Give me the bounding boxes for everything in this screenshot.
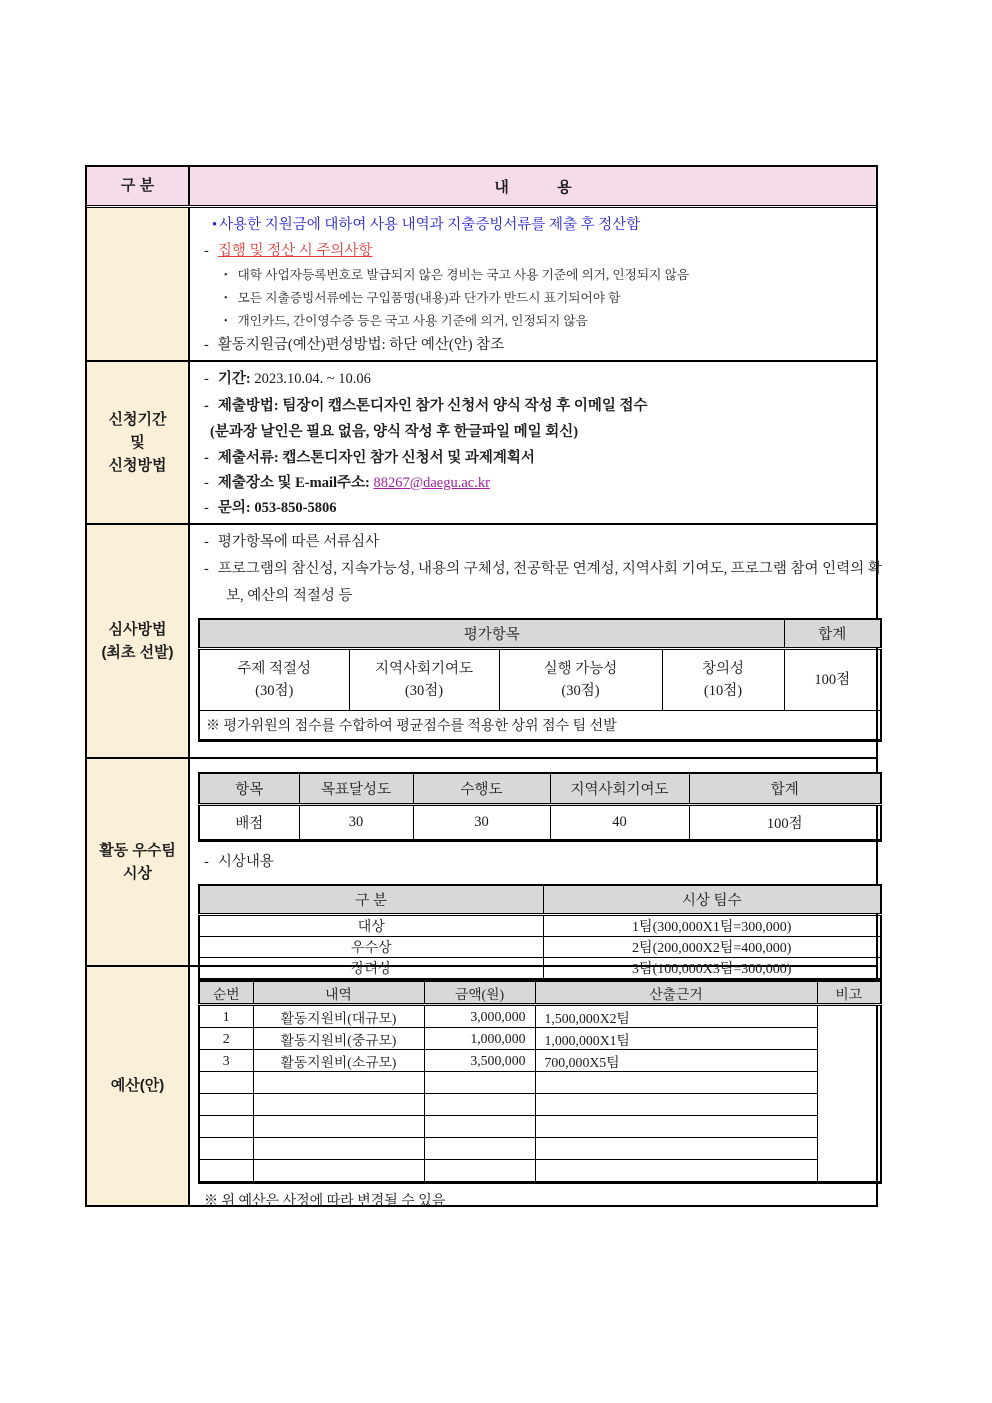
score-cell: 100점: [689, 805, 881, 841]
budget-no: 1: [199, 1005, 253, 1028]
label-line: 신청방법: [108, 457, 167, 475]
award-detail: 1팀(300,000X1팀=300,000): [543, 914, 881, 936]
award-table-header-row: [199, 885, 881, 915]
period-value: 2023.10.04. ~ 10.06: [254, 371, 371, 387]
award-header-category: 구 분: [199, 885, 543, 915]
evaluation-table: [198, 618, 882, 742]
award-name: 우수상: [199, 936, 543, 957]
dash-icon: -: [204, 337, 209, 353]
evaluation-header-items: 평가항목: [199, 619, 784, 649]
budget-row-empty: [199, 1116, 881, 1138]
bullet-icon: •: [212, 217, 218, 233]
dash-icon: -: [204, 560, 209, 577]
award-row-excellence: [199, 936, 881, 957]
budget-no: [199, 1116, 253, 1138]
caution-item-1: [198, 264, 866, 287]
budget-no: 3: [199, 1050, 253, 1072]
label-line: 예산(안): [110, 1077, 165, 1095]
label-line: 시상: [123, 865, 152, 882]
header-col-content: 내 용: [190, 167, 876, 205]
score-cell: 배점: [199, 805, 299, 841]
evaluation-data-row: [199, 648, 881, 710]
section-application-content: [190, 362, 876, 523]
budget-item: [253, 1116, 424, 1138]
label-line: 활동 우수팀: [99, 841, 176, 859]
dash-icon: -: [204, 449, 209, 466]
section-application: [87, 360, 876, 523]
contact-line: [198, 496, 866, 522]
score-header: 항목: [199, 773, 299, 805]
budget-basis: [535, 1160, 817, 1183]
section-award: [87, 757, 876, 977]
award-name: 장려상: [199, 957, 543, 979]
budget-item: [253, 1138, 424, 1160]
evaluation-total-value: 100점: [784, 648, 881, 710]
section-review: [87, 523, 882, 757]
budget-remarks-cell: [817, 1005, 881, 1183]
section-execution-label-empty: [87, 208, 190, 360]
label-line: (최초 선발): [101, 644, 174, 661]
award-name: 대상: [199, 914, 543, 936]
score-cell: 30: [299, 805, 413, 841]
evaluation-item-4: [662, 648, 784, 710]
label-line: 심사방법: [108, 620, 167, 638]
budget-header: 순번: [199, 981, 253, 1005]
bullet-icon: •: [224, 270, 228, 281]
period-line: [198, 367, 866, 393]
item-name: 실행 가능성: [543, 660, 618, 677]
budget-amount: [424, 1116, 535, 1138]
budget-no: [199, 1094, 253, 1116]
submit-method-note-text: (분과장 날인은 필요 없음, 양식 작성 후 한글파일 메일 회신): [210, 423, 579, 440]
score-header: 목표달성도: [299, 773, 413, 805]
budget-row-empty: [199, 1094, 881, 1116]
budget-basis: [535, 1072, 817, 1094]
settlement-line: [198, 213, 866, 239]
budget-amount: [424, 1094, 535, 1116]
review-line-1: [198, 530, 882, 556]
item-score: (10점): [703, 682, 743, 699]
score-table: [198, 772, 882, 842]
bullet-icon: •: [224, 293, 228, 304]
budget-basis: [535, 1138, 817, 1160]
dash-icon: -: [204, 371, 209, 387]
budget-table: [198, 980, 882, 1184]
dash-icon: -: [204, 534, 209, 550]
section-execution: [87, 205, 876, 360]
email-link[interactable]: 88267@daegu.ac.kr: [373, 474, 490, 491]
budget-amount: 1,000,000: [424, 1028, 535, 1050]
caution-item-2: [198, 287, 866, 310]
section-review-content: [190, 525, 892, 757]
review-line-2-text: 프로그램의 참신성, 지속가능성, 내용의 구체성, 전공학문 연계성, 지역사회 기여도, 프로그램 참여 인력의 확보, 예산의 적절성 등: [217, 560, 882, 604]
evaluation-item-2: [349, 648, 499, 710]
section-budget-label: [87, 967, 190, 1205]
submit-method-line: [198, 393, 866, 419]
section-application-label: [87, 362, 190, 523]
dash-icon: -: [204, 854, 209, 870]
budget-header: 내역: [253, 981, 424, 1005]
score-table-data-row: [199, 805, 881, 841]
award-table: [198, 884, 882, 981]
item-score: (30점): [404, 682, 444, 699]
table-header-row: [87, 167, 876, 205]
score-header: 수행도: [413, 773, 550, 805]
contact-value: 053-850-5806: [254, 500, 337, 516]
caution-item-2-text: 모든 지출증빙서류에는 구입품명(내용)과 단가가 반드시 표기되어야 함: [237, 291, 621, 305]
caution-item-1-text: 대학 사업자등록번호로 발급되지 않은 경비는 국고 사용 기준에 의거, 인정되지 않음: [237, 268, 690, 282]
header-col-category: 구 분: [87, 167, 190, 205]
budget-note: ※ 위 예산은 사정에 따라 변경될 수 있음: [204, 1194, 446, 1209]
budget-basis: 700,000X5팀: [535, 1050, 817, 1072]
submit-docs-text: 제출서류: 캡스톤디자인 참가 신청서 및 과제계획서: [217, 449, 535, 466]
submit-method-text: 제출방법: 팀장이 캡스톤디자인 참가 신청서 양식 작성 후 이메일 접수: [217, 397, 648, 414]
budget-row-empty: [199, 1160, 881, 1183]
budget-basis: 1,000,000X1팀: [535, 1028, 817, 1050]
item-score: (30점): [561, 682, 600, 699]
score-cell: 30: [413, 805, 550, 841]
budget-header: 산출근거: [535, 981, 817, 1005]
score-header: 합계: [689, 773, 881, 805]
review-line-2: [198, 556, 882, 610]
budget-row-empty: [199, 1138, 881, 1160]
item-name: 지역사회기여도: [374, 660, 474, 677]
section-award-content: [190, 759, 892, 977]
caution-item-3-text: 개인카드, 간이영수증 등은 국고 사용 기준에 의거, 인정되지 않음: [237, 314, 588, 328]
document-table: [85, 165, 882, 1209]
budget-item: 활동지원비(대규모): [253, 1005, 424, 1028]
section-review-label: [87, 525, 190, 757]
label-line: 및: [130, 433, 145, 451]
budget-no: [199, 1160, 253, 1183]
section-budget-content: [190, 967, 892, 1209]
evaluation-header-total: 합계: [784, 619, 881, 649]
section-budget: [87, 965, 876, 1209]
budget-basis: [535, 1094, 817, 1116]
submit-docs-line: [198, 445, 866, 471]
budget-row-1: [199, 1005, 881, 1028]
budget-method-line: [198, 333, 866, 359]
budget-header-row: [199, 981, 881, 1005]
evaluation-item-1: [199, 648, 349, 710]
budget-method-text: 활동지원금(예산)편성방법: 하단 예산(안) 참조: [217, 337, 505, 353]
dash-icon: -: [204, 242, 209, 259]
award-content-text: 시상내용: [217, 854, 274, 870]
budget-no: [199, 1138, 253, 1160]
caution-title-text: 집행 및 정산 시 주의사항: [217, 242, 373, 259]
budget-amount: [424, 1138, 535, 1160]
caution-item-3: [198, 310, 866, 333]
score-table-header-row: [199, 773, 881, 805]
evaluation-note-row: [199, 710, 881, 740]
award-header-teams: 시상 팀수: [543, 885, 881, 915]
award-row-grand: [199, 914, 881, 936]
budget-row-3: [199, 1050, 881, 1072]
contact-label: 문의:: [217, 500, 251, 516]
budget-item: 활동지원비(소규모): [253, 1050, 424, 1072]
period-label: 기간:: [217, 371, 251, 387]
bullet-icon: •: [224, 316, 228, 327]
email-line: [198, 471, 866, 497]
section-execution-content: [190, 208, 876, 360]
budget-amount: 3,500,000: [424, 1050, 535, 1072]
budget-amount: 3,000,000: [424, 1005, 535, 1028]
budget-item: [253, 1160, 424, 1183]
item-name: 창의성: [702, 660, 745, 677]
item-name: 주제 적절성: [237, 660, 312, 677]
budget-amount: [424, 1072, 535, 1094]
submit-method-note-line: [198, 419, 866, 445]
budget-basis: [535, 1116, 817, 1138]
award-detail: 2팀(200,000X2팀=400,000): [543, 936, 881, 957]
budget-item: [253, 1094, 424, 1116]
settlement-text: 사용한 지원금에 대하여 사용 내역과 지출증빙서류를 제출 후 정산함: [219, 217, 641, 233]
review-line-1-text: 평가항목에 따른 서류심사: [217, 534, 380, 550]
dash-icon: -: [204, 397, 209, 414]
email-label: 제출장소 및 E-mail주소:: [217, 474, 370, 491]
budget-amount: [424, 1160, 535, 1183]
dash-icon: -: [204, 474, 209, 491]
score-cell: 40: [550, 805, 689, 841]
budget-header: 비고: [817, 981, 881, 1005]
label-line: 신청기간: [108, 410, 167, 428]
budget-row-2: [199, 1028, 881, 1050]
budget-no: 2: [199, 1028, 253, 1050]
award-content-line: [198, 850, 882, 876]
budget-item: [253, 1072, 424, 1094]
budget-item: 활동지원비(중규모): [253, 1028, 424, 1050]
budget-no: [199, 1072, 253, 1094]
budget-header: 금액(원): [424, 981, 535, 1005]
section-award-label: [87, 759, 190, 965]
score-header: 지역사회기여도: [550, 773, 689, 805]
evaluation-table-header-row: [199, 619, 881, 649]
caution-title-line: [198, 239, 866, 265]
evaluation-item-3: [499, 648, 662, 710]
budget-basis: 1,500,000X2팀: [535, 1005, 817, 1028]
dash-icon: -: [204, 500, 209, 516]
budget-row-empty: [199, 1072, 881, 1094]
award-detail: 3팀(100,000X3팀=300,000): [543, 957, 881, 979]
item-score: (30점): [255, 682, 294, 699]
evaluation-note: ※ 평가위원의 점수를 수합하여 평균점수를 적용한 상위 점수 팀 선발: [206, 718, 617, 734]
